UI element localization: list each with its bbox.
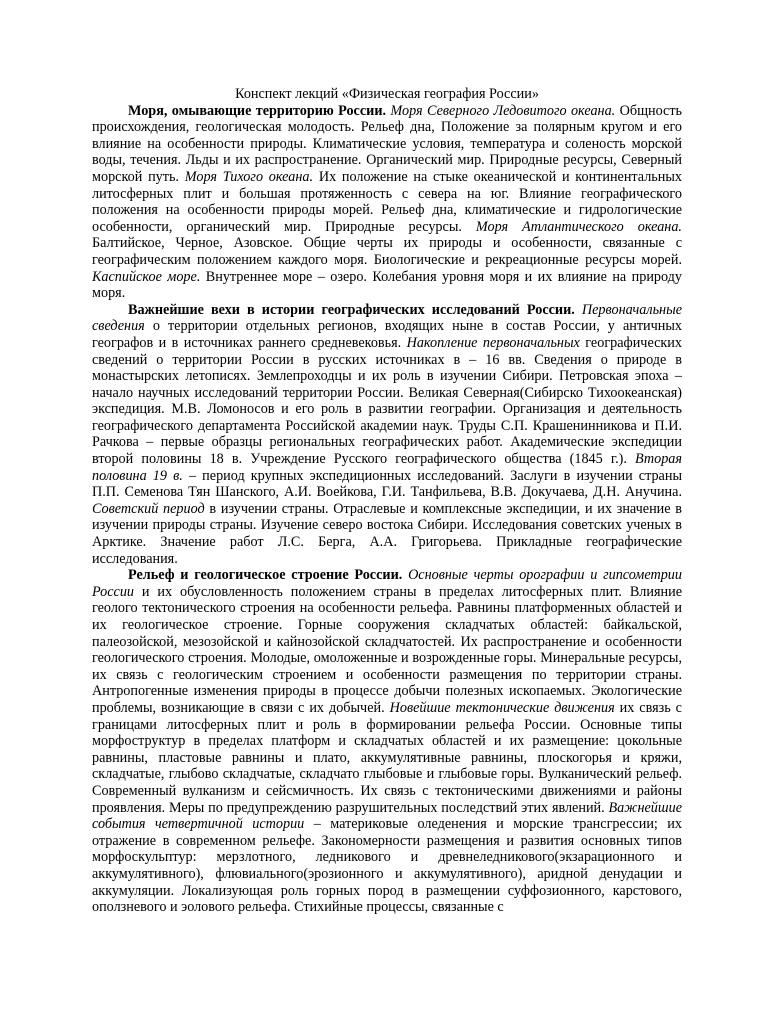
- paragraph-relief-geology: [92, 567, 682, 915]
- heading-exploration-history: Важнейшие вехи в истории географических исследований России.: [128, 301, 582, 318]
- heading-seas: Моря, омывающие территорию России.: [128, 102, 391, 119]
- text-run: Общность происхождения, геологическая молодость. Рельеф дна, Положение за полярным кругом и его влияние на особенности природы. Климатические условия, температура и соленость морской воды, течения. Льды и их распространение. Органический мир. Природные ресурсы, Северный морской путь.: [92, 102, 683, 185]
- subheading-atlantic-seas: Моря Атлантического океана.: [475, 218, 682, 235]
- paragraph-exploration-history: [92, 302, 682, 568]
- subheading-pacific-seas: Моря Тихого океана.: [184, 168, 314, 185]
- text-run: – материковые оледенения и морские трансгрессии; их отражение в современном рельефе. Закономерности размещения и развития основных типов морфоскульптур: мерзлотного, ледникового и древнеледникового(экзарационного и аккумулятивного), флювиального(эрозионного и аккумулятивного), аридной денудации и аккумуляции. Локализующая роль горных пород в размещении суффозионного, карстового, оползневого и эолового рельефа. Стихийные процессы, связанные с: [92, 816, 682, 916]
- heading-relief-geology: Рельеф и геологическое строение России.: [128, 567, 409, 584]
- text-run: Их положение на стыке океанической и континентальных литосферных плит и большая протяженность с севера на юг. Влияние географического положения на особенности природы морей. Рельеф дна, климатические и гидрологические особенности, органический мир. Природные ресурсы.: [92, 168, 682, 235]
- subheading-initial-info: Первоначальные сведения: [92, 301, 682, 335]
- subheading-neotectonics: Новейшие тектонические движения: [389, 699, 615, 716]
- subheading-soviet-period: Советский период: [92, 500, 205, 517]
- subheading-orography: Основные черты орографии и гипсометрии России: [92, 567, 682, 600]
- text-run: Балтийское, Черное, Азовское. Общие черты их природы и особенности, связанные с географическим положением каждого моря. Биологические и рекреационные ресурсы морей.: [92, 235, 682, 268]
- document-page: [92, 86, 682, 916]
- subheading-quaternary-events: Важнейшие события четвертичной истории: [92, 799, 682, 833]
- subheading-caspian-sea: Каспийское море.: [92, 268, 201, 285]
- text-run: Внутреннее море – озеро. Колебания уровня моря и их влияние на природу моря.: [92, 268, 682, 302]
- text-run: их связь с границами литосферных плит и роль в формировании рельефа России. Основные типы морфоструктур в пределах платформ и складчатых областей и их размещение: цокольные равнины, пластовые равнины и плато, аккумулятивные равнины, плоскогорья и кряжи, складчатые, глыбово складчатые, складчато глыбовые и глыбовые горы. Вулканический рельеф. Современный вулканизм и сейсмичность. Их связь с тектоническими движениями и районы проявления. Меры по предупреждению разрушительных последствий этих явлений.: [92, 699, 682, 816]
- text-run: в изучении страны. Отраслевые и комплексные экспедиции, и их значение в изучении природы страны. Изучение северо востока Сибири. Исследования советских ученых в Арктике. Значение работ Л.С. Берга, А.А. Григорьева. Прикладные географические исследования.: [92, 500, 682, 567]
- document-title: Конспект лекций «Физическая география России»: [235, 86, 539, 102]
- text-run: и их обусловленность положением страны в пределах литосферных плит. Влияние геолого тектонического строения на особенности рельефа. Равнины платформенных областей и их геологическое строение. Горные сооружения складчатых областей: байкальской, палеозойской, мезозойской и кайнозойской складчатостей. Их распространение и особенности геологического строения. Молодые, омоложенные и возрожденные горы. Минеральные ресурсы, их связь с геологическим строением и особенности размещения по территории страны. Антропогенные изменения природы в процессе добычи полезных ископаемых. Экологические проблемы, возникающие в связи с их добычей.: [92, 583, 682, 716]
- text-run: о территории отдельных регионов, входящих ныне в состав России, у античных географов и в источниках раннего средневековья.: [92, 318, 682, 351]
- paragraph-seas: [92, 103, 682, 302]
- subheading-19th-century: Вторая половина 19 в.: [92, 451, 682, 484]
- text-run: – период крупных экспедиционных исследований. Заслуги в изучении страны П.П. Семенова Тян Шанского, А.И. Воейкова, Г.И. Танфильева, В.В. Докучаева, Д.Н. Анучина.: [92, 467, 682, 501]
- text-run: географических сведений о территории России в русских источниках в – 16 вв. Сведения о природе в монастырских летописях. Землепроходцы и их роль в изучении Сибири. Петровская эпоха – начало научных исследований территории России. Великая Северная(Сибирско Тихоокеанская) экспедиция. М.В. Ломоносов и его роль в развитии географии. Организация и деятельность географического департамента Российской академии наук. Труды С.П. Крашенинникова и П.И. Рачкова – первые образцы региональных географических работ. Академические экспедиции второй половины 18 в. Учреждение Русского географического общества (1845 г.).: [92, 334, 682, 468]
- subheading-accumulation: Накопление первоначальных: [406, 334, 580, 351]
- subheading-arctic-seas: Моря Северного Ледовитого океана.: [390, 102, 616, 119]
